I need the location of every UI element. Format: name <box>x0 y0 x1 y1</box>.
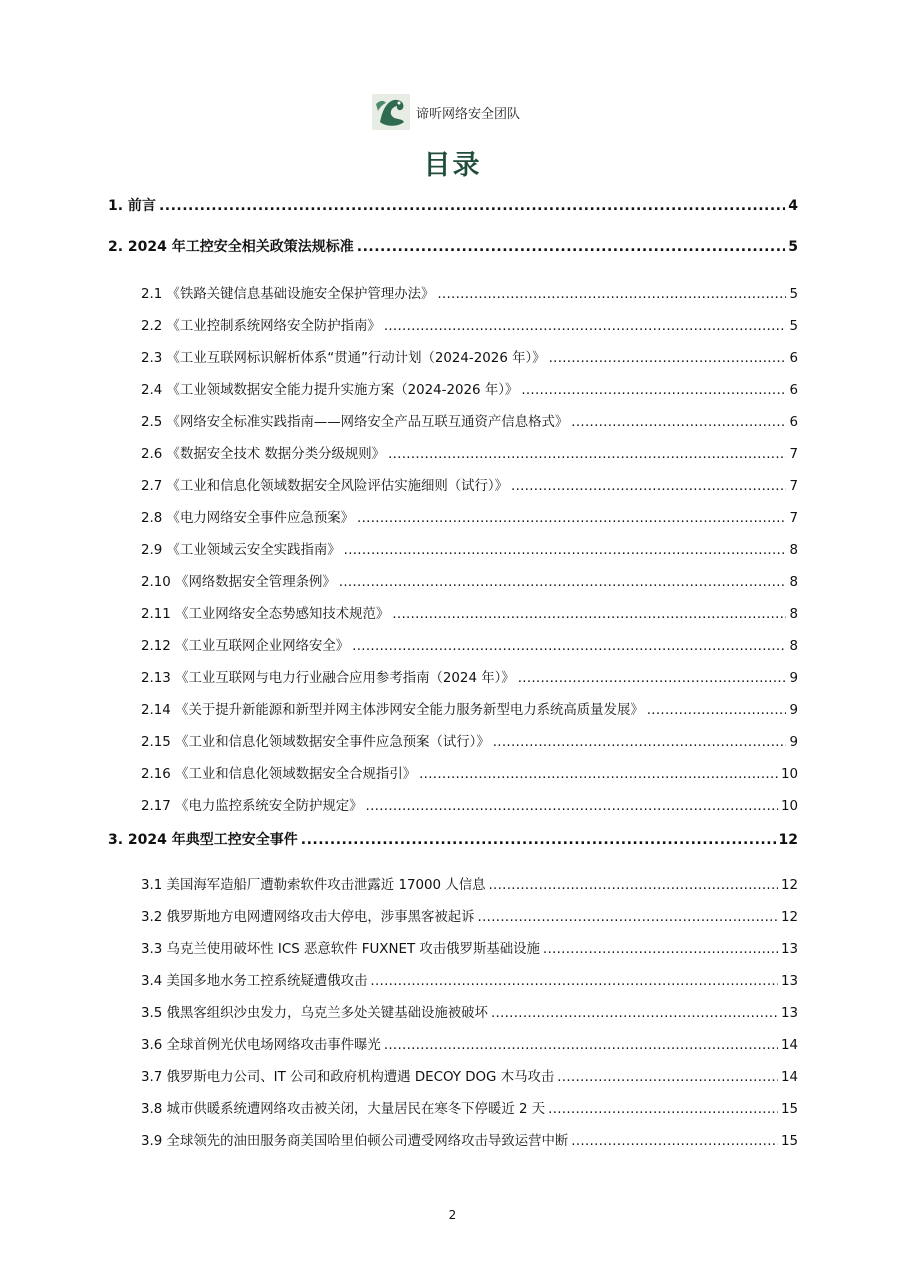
toc-section-entry[interactable] <box>141 315 798 334</box>
toc-entry-label: 3.6 全球首例光伏电场网络攻击事件曝光 <box>141 1038 381 1053</box>
toc-dot-leader <box>384 319 787 334</box>
toc-dot-leader <box>301 832 776 848</box>
toc-entry-label: 2.11 《工业网络安全态势感知技术规范》 <box>141 607 390 622</box>
toc-chapter-entry[interactable] <box>108 195 798 215</box>
toc-entry-page: 7 <box>789 479 798 494</box>
toc-entry-page: 6 <box>789 351 798 366</box>
toc-entry-page: 5 <box>789 287 798 302</box>
toc-entry-page: 9 <box>789 735 798 750</box>
toc-entry-label: 2.15 《工业和信息化领域数据安全事件应急预案（试行）》 <box>141 735 490 750</box>
toc-section-entry[interactable] <box>141 443 798 462</box>
toc-entry-page: 7 <box>789 511 798 526</box>
toc-entry-label: 2.1 《铁路关键信息基础设施安全保护管理办法》 <box>141 287 435 302</box>
toc-section-entry[interactable] <box>141 347 798 366</box>
toc-dot-leader <box>549 351 787 366</box>
toc-section-entry[interactable] <box>141 906 798 925</box>
toc-section-entry[interactable] <box>141 283 798 302</box>
toc-section-entry[interactable] <box>141 970 798 989</box>
toc-entry-label: 2.13 《工业互联网与电力行业融合应用参考指南（2024 年）》 <box>141 671 515 686</box>
toc-entry-label: 2.14 《关于提升新能源和新型并网主体涉网安全能力服务新型电力系统高质量发展》 <box>141 703 644 718</box>
toc-entry-page: 7 <box>789 447 798 462</box>
toc-entry-label: 2.12 《工业互联网企业网络安全》 <box>141 639 350 654</box>
toc-entry-label: 2.3 《工业互联网标识解析体系“贯通”行动计划（2024-2026 年）》 <box>141 351 546 366</box>
toc-section-entry[interactable] <box>141 1130 798 1149</box>
toc-dot-leader <box>488 878 777 893</box>
toc-dot-leader <box>647 703 787 718</box>
toc-entry-label: 2.5 《网络安全标准实践指南——网络安全产品互联互通资产信息格式》 <box>141 415 569 430</box>
toc-entry-label: 3.4 美国多地水务工控系统疑遭俄攻击 <box>141 974 368 989</box>
toc-entry-page: 13 <box>780 1006 798 1021</box>
toc-entry-page: 12 <box>780 878 798 893</box>
toc-dot-leader <box>357 511 786 526</box>
toc-entry-page: 9 <box>789 703 798 718</box>
toc-dot-leader <box>344 543 787 558</box>
toc-entry-label: 2.17 《电力监控系统安全防护规定》 <box>141 799 363 814</box>
toc-section-entry[interactable] <box>141 571 798 590</box>
toc-section-entry[interactable] <box>141 1066 798 1085</box>
toc-entry-page: 15 <box>780 1134 798 1149</box>
toc-section-entry[interactable] <box>141 1034 798 1053</box>
toc-section-entry[interactable] <box>141 731 798 750</box>
toc-section-entry[interactable] <box>141 635 798 654</box>
toc-entry-page: 6 <box>789 383 798 398</box>
toc-section-entry[interactable] <box>141 603 798 622</box>
toc-entry-page: 12 <box>780 910 798 925</box>
toc-dot-leader <box>437 287 786 302</box>
toc-section-entry[interactable] <box>141 699 798 718</box>
toc-entry-page: 8 <box>789 575 798 590</box>
toc-dot-leader <box>493 735 787 750</box>
toc-entry-label: 2.7 《工业和信息化领域数据安全风险评估实施细则（试行）》 <box>141 479 509 494</box>
toc-entry-page: 15 <box>780 1102 798 1117</box>
toc-entry-page: 5 <box>789 319 798 334</box>
toc-dot-leader <box>392 607 786 622</box>
toc-entry-label: 3.2 俄罗斯地方电网遭网络攻击大停电，涉事黑客被起诉 <box>141 910 475 925</box>
toc-entry-label: 2.8 《电力网络安全事件应急预案》 <box>141 511 355 526</box>
toc-dot-leader <box>491 1006 778 1021</box>
toc-entry-page: 14 <box>780 1038 798 1053</box>
toc-dot-leader <box>384 1038 778 1053</box>
toc-section-entry[interactable] <box>141 411 798 430</box>
toc-entry-page: 6 <box>789 415 798 430</box>
toc-chapter-entry[interactable] <box>108 829 798 849</box>
toc-entry-page: 9 <box>789 671 798 686</box>
toc-entry-label: 3.8 城市供暖系统遭网络攻击被关闭，大量居民在寒冬下停暖近 2 天 <box>141 1102 546 1117</box>
toc-entry-label: 3.9 全球领先的油田服务商美国哈里伯顿公司遭受网络攻击导致运营中断 <box>141 1134 569 1149</box>
toc-chapter-entry[interactable] <box>108 236 798 256</box>
toc-dot-leader <box>366 799 778 814</box>
toc-entry-label: 3. 2024 年典型工控安全事件 <box>108 832 298 848</box>
toc-section-entry[interactable] <box>141 1098 798 1117</box>
toc-entry-page: 12 <box>778 832 798 848</box>
toc-entry-page: 5 <box>788 239 798 255</box>
dragon-logo-icon <box>372 94 410 130</box>
page-title: 目录 <box>423 150 482 181</box>
toc-section-entry[interactable] <box>141 667 798 686</box>
toc-section-entry[interactable] <box>141 1002 798 1021</box>
toc-entry-page: 8 <box>789 543 798 558</box>
toc-entry-label: 3.1 美国海军造船厂遭勒索软件攻击泄露近 17000 人信息 <box>141 878 486 893</box>
toc-entry-label: 2.10 《网络数据安全管理条例》 <box>141 575 336 590</box>
toc-entry-label: 2.16 《工业和信息化领域数据安全合规指引》 <box>141 767 417 782</box>
toc-entry-label: 2. 2024 年工控安全相关政策法规标准 <box>108 239 354 255</box>
toc-entry-label: 2.4 《工业领域数据安全能力提升实施方案（2024-2026 年）》 <box>141 383 519 398</box>
toc-entry-label: 3.3 乌克兰使用破坏性 ICS 恶意软件 FUXNET 攻击俄罗斯基础设施 <box>141 942 540 957</box>
toc-dot-leader <box>388 447 786 462</box>
toc-dot-leader <box>571 1134 778 1149</box>
toc-entry-page: 14 <box>780 1070 798 1085</box>
page-header <box>0 94 905 134</box>
toc-section-entry[interactable] <box>141 539 798 558</box>
page-number: 2 <box>448 1208 457 1222</box>
toc-entry-label: 3.5 俄黑客组织沙虫发力，乌克兰多处关键基础设施被破坏 <box>141 1006 488 1021</box>
toc-entry-page: 10 <box>780 767 798 782</box>
toc-dot-leader <box>159 198 785 214</box>
toc-section-entry[interactable] <box>141 379 798 398</box>
toc-entry-label: 3.7 俄罗斯电力公司、IT 公司和政府机构遭遇 DECOY DOG 木马攻击 <box>141 1070 555 1085</box>
toc-entry-page: 4 <box>788 198 798 214</box>
toc-section-entry[interactable] <box>141 938 798 957</box>
toc-entry-page: 8 <box>789 639 798 654</box>
org-name: 谛听网络安全团队 <box>416 107 521 122</box>
toc-dot-leader <box>370 974 778 989</box>
toc-dot-leader <box>352 639 786 654</box>
toc-dot-leader <box>357 239 785 255</box>
toc-dot-leader <box>521 383 786 398</box>
toc-dot-leader <box>518 671 787 686</box>
toc-section-entry[interactable] <box>141 763 798 782</box>
toc-section-entry[interactable] <box>141 874 798 893</box>
toc-entry-label: 1. 前言 <box>108 198 156 214</box>
toc-entry-label: 2.9 《工业领域云安全实践指南》 <box>141 543 341 558</box>
toc-dot-leader <box>543 942 778 957</box>
toc-dot-leader <box>548 1102 778 1117</box>
toc-dot-leader <box>511 479 786 494</box>
toc-entry-page: 13 <box>780 974 798 989</box>
toc-dot-leader <box>571 415 786 430</box>
toc-entry-label: 2.2 《工业控制系统网络安全防护指南》 <box>141 319 381 334</box>
toc-entry-page: 8 <box>789 607 798 622</box>
toc-entry-page: 13 <box>780 942 798 957</box>
toc-entry-page: 10 <box>780 799 798 814</box>
toc-entry-label: 2.6 《数据安全技术 数据分类分级规则》 <box>141 447 386 462</box>
toc-dot-leader <box>419 767 778 782</box>
toc-dot-leader <box>478 910 778 925</box>
toc-dot-leader <box>339 575 787 590</box>
toc-section-entry[interactable] <box>141 475 798 494</box>
toc-section-entry[interactable] <box>141 795 798 814</box>
toc-dot-leader <box>557 1070 778 1085</box>
toc-section-entry[interactable] <box>141 507 798 526</box>
